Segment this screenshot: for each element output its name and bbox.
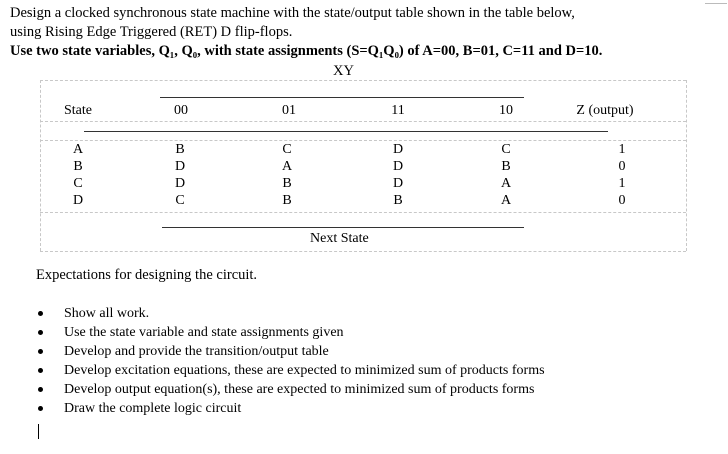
table-cell: B [501, 159, 511, 174]
table-cell: B [175, 142, 185, 157]
header-underline [160, 97, 524, 98]
table-footer-label: Next State [310, 231, 369, 246]
table-cell: C [175, 193, 185, 208]
table-cell: D [174, 176, 186, 191]
table-cell: D [392, 176, 404, 191]
window-corner-edge [705, 0, 727, 4]
col-header-00: 00 [174, 103, 188, 118]
col-header-state: State [64, 103, 92, 118]
list-item [36, 399, 545, 418]
table-top-border [40, 80, 686, 81]
list-item-text: Develop and provide the transition/output table [64, 344, 329, 359]
col-header-z-output: Z (output) [576, 103, 634, 118]
list-item [36, 342, 545, 361]
list-item-text: Develop excitation equations, these are expected to minimized sum of products forms [64, 363, 545, 378]
table-cell: B [282, 176, 292, 191]
table-cell: 1 [618, 176, 626, 191]
expectations-list [36, 304, 545, 418]
list-item-text: Use the state variable and state assignments given [64, 325, 344, 340]
table-cell: B [282, 193, 292, 208]
problem-line-3: Use two state variables, Q₁, Q₀, with state assignments (S=Q₁Q₀) of A=00, B=01, C=11 and D=10. [10, 43, 603, 59]
col-header-01: 01 [282, 103, 296, 118]
table-cell: A [281, 159, 293, 174]
table-cell: A [500, 176, 512, 191]
list-item [36, 361, 545, 380]
header-divider [40, 121, 686, 122]
table-cell: 0 [618, 159, 626, 174]
table-group-label: XY [333, 63, 354, 79]
table-cell: A [500, 193, 512, 208]
col-header-10: 10 [499, 103, 513, 118]
col-header-11: 11 [391, 103, 405, 118]
bullet-icon [38, 330, 43, 335]
table-cell: D [174, 159, 186, 174]
list-item-text: Show all work. [64, 306, 150, 321]
body-top-dash [40, 140, 686, 141]
table-cell: C [501, 142, 511, 157]
list-item-text: Draw the complete logic circuit [64, 401, 242, 416]
bullet-icon [38, 311, 43, 316]
table-cell: B [73, 159, 83, 174]
table-cell: C [73, 176, 83, 191]
problem-line-2: using Rising Edge Triggered (RET) D flip-flops. [10, 24, 293, 40]
table-cell: D [72, 193, 84, 208]
table-cell: B [393, 193, 403, 208]
expectations-title: Expectations for designing the circuit. [36, 267, 258, 283]
list-item [36, 380, 545, 399]
body-bottom-dash [40, 212, 686, 213]
table-cell: 0 [618, 193, 626, 208]
table-cell: 1 [618, 142, 626, 157]
footer-rule [162, 227, 524, 228]
list-item [36, 323, 545, 342]
bullet-icon [38, 349, 43, 354]
table-cell: D [392, 159, 404, 174]
table-right-border [686, 80, 687, 251]
bullet-icon [38, 406, 43, 411]
list-item-text: Develop output equation(s), these are expected to minimized sum of products forms [64, 382, 535, 397]
table-bottom-border [40, 251, 686, 252]
problem-line-1: Design a clocked synchronous state machine with the state/output table shown in the table below, [10, 5, 575, 21]
bullet-icon [38, 387, 43, 392]
list-item [36, 304, 545, 323]
bullet-icon [38, 368, 43, 373]
body-top-rule [84, 131, 608, 132]
table-cell: C [282, 142, 292, 157]
table-cell: D [392, 142, 404, 157]
table-cell: A [72, 142, 84, 157]
text-cursor[interactable] [38, 424, 39, 439]
